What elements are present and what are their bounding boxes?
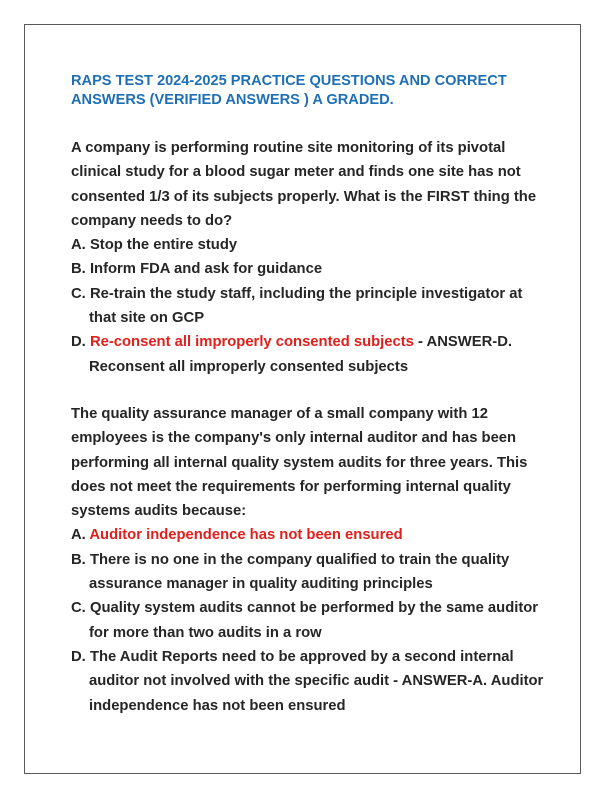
question-2-option-a (71, 523, 551, 547)
highlighted-answer: Re-consent all improperly consented subjects (89, 334, 414, 351)
option-text: Stop the entire study (89, 237, 238, 254)
option-letter: A. (71, 237, 86, 254)
option-letter: C. (71, 600, 86, 617)
option-letter: D. (71, 648, 86, 665)
answer-explanation: - ANSWER-D. Reconsent all improperly consented subjects (89, 334, 513, 375)
highlighted-answer: Auditor independence has not been ensured (89, 527, 403, 544)
option-text: Inform FDA and ask for guidance (89, 261, 323, 278)
document-title: RAPS TEST 2024-2025 PRACTICE QUESTIONS AND CORRECT ANSWERS (VERIFIED ANSWERS ) A GRADED. (71, 73, 507, 108)
question-2-option-d (71, 645, 551, 718)
question-1-option-b (71, 257, 551, 281)
option-letter: B. (71, 261, 86, 278)
question-1 (71, 136, 551, 379)
question-1-options (71, 233, 551, 379)
question-1-option-c (71, 282, 551, 331)
option-text: Quality system audits cannot be performed by the same auditor for more than two audits in a row (89, 600, 539, 641)
question-2-option-b (71, 548, 551, 597)
question-1-option-d (71, 330, 551, 379)
question-2 (71, 402, 551, 718)
question-1-stem: A company is performing routine site monitoring of its pivotal clinical study for a blood sugar meter and finds one site has not consented 1/3 of its subjects properly. What is the FIRST thing the company needs to do? (71, 140, 537, 229)
option-letter: B. (71, 551, 86, 568)
question-1-option-a (71, 233, 551, 257)
question-2-options (71, 523, 551, 717)
option-letter: C. (71, 285, 86, 302)
option-text: Re-train the study staff, including the principle investigator at that site on GCP (89, 285, 523, 327)
document-page (24, 24, 581, 774)
option-text: There is no one in the company qualified to train the quality assurance manager in quality auditing principles (89, 551, 510, 593)
option-letter: A. (71, 527, 86, 544)
question-2-option-c (71, 596, 551, 645)
option-text: The Audit Reports need to be approved by a second internal auditor not involved with the specific audit - ANSWER-A. Auditor independence has not been ensured (89, 648, 544, 714)
question-2-stem: The quality assurance manager of a small company with 12 employees is the company's only internal auditor and has been performing all internal quality system audits for three years. This does not meet the requirements for performing internal quality systems audits because: (71, 406, 528, 520)
option-letter: D. (71, 334, 86, 351)
